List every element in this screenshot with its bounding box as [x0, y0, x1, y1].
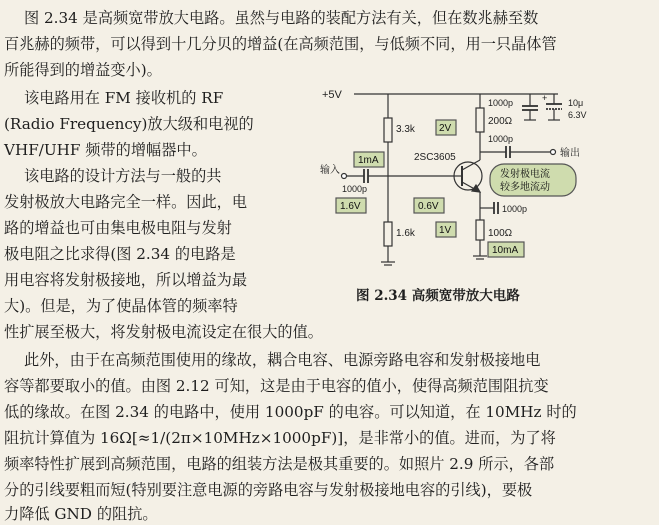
- para3-line3: 路的增益也可由集电极电阻与发射: [4, 219, 232, 237]
- output-terminal: [551, 150, 556, 155]
- c-electrolytic-voltage: 6.3V: [568, 110, 587, 120]
- v-be-label: 0.6V: [418, 201, 439, 212]
- supply-label: +5V: [322, 89, 342, 101]
- c-supply-label: 1000p: [488, 98, 514, 108]
- para2-line2: (Radio Frequency)放大级和电视的: [4, 115, 254, 133]
- resistor-emitter: [476, 220, 484, 240]
- output-label: 输出: [560, 148, 580, 159]
- i-bias-label: 1mA: [358, 155, 379, 166]
- para3-line6: 大)。但是，为了使晶体管的频率特: [4, 297, 238, 315]
- c-in-label: 1000p: [342, 184, 368, 194]
- para4-line6: 分的引线要粗而短(特别要注意电源的旁路电容与发射极接地电容的引线)，要极: [4, 481, 533, 499]
- v-base-label: 1.6V: [340, 201, 361, 212]
- para3-line7: 性扩展至极大，将发射极电流设定在很大的值。: [4, 323, 323, 341]
- para1-line2: 百兆赫的频带，可以得到十几分贝的增益(在高频范围，与低频不同，用一只晶体管: [4, 35, 557, 53]
- c-out-label: 1000p: [488, 134, 514, 144]
- para4-line7: 力降低 GND 的阻抗。: [4, 505, 158, 523]
- r-emitter-label: 100Ω: [488, 228, 513, 239]
- para4-line4: 阻抗计算值为 16Ω[≈1/(2π×10MHz×1000pF)]，是非常小的值。进而，为了将: [4, 429, 556, 447]
- resistor-bottom: [384, 222, 392, 246]
- figure-caption: 图 2.34 高频宽带放大电路: [356, 288, 520, 304]
- v-emitter-label: 1V: [439, 225, 452, 236]
- input-terminal: [342, 174, 347, 179]
- resistor-collector: [476, 108, 484, 132]
- para3-line2: 发射极放大电路完全一样。因此，电: [4, 193, 247, 211]
- r-bias-bottom-label: 1.6k: [396, 228, 415, 239]
- input-label: 输入: [320, 165, 340, 176]
- note-line1: 发射极电流: [500, 169, 550, 180]
- plus-sign: +: [542, 93, 548, 103]
- para2-line3: VHF/UHF 频带的增幅器中。: [4, 141, 207, 159]
- para1-line1: 图 2.34 是高频宽带放大电路。虽然与电路的装配方法有关，但在数兆赫至数: [24, 9, 539, 27]
- note-line2: 较多地流动: [500, 182, 550, 193]
- transistor-label: 2SC3605: [414, 152, 456, 163]
- emitter-arrow: [472, 185, 480, 192]
- para3-line5: 用电容将发射极接地，所以增益为最: [4, 271, 247, 289]
- v-collector-label: 2V: [439, 123, 452, 134]
- para4-line2: 容等都要取小的值。由图 2.12 可知，这是由于电容的值小，使得高频范围阻抗变: [4, 377, 549, 395]
- para4-line5: 频率特性扩展到高频范围，电路的组装方法是极其重要的。如照片 2.9 所示，各部: [4, 455, 555, 473]
- para2-line1: 该电路用在 FM 接收机的 RF: [24, 89, 224, 107]
- para3-line1: 该电路的设计方法与一般的共: [24, 167, 222, 185]
- i-emitter-label: 10mA: [492, 245, 519, 256]
- r-bias-top-label: 3.3k: [396, 124, 415, 135]
- resistor-top: [384, 118, 392, 142]
- amplifier-schematic: [318, 80, 654, 288]
- r-collector-label: 200Ω: [488, 116, 513, 127]
- para4-line1: 此外，由于在高频范围使用的缘故，耦合电容、电源旁路电容和发射极接地电: [24, 351, 541, 369]
- para3-line4: 极电阻之比求得(图 2.34 的电路是: [4, 245, 236, 263]
- para1-line3: 所能得到的增益变小)。: [4, 61, 162, 79]
- c-electrolytic-label: 10μ: [568, 98, 584, 108]
- para4-line3: 低的缘故。在图 2.34 的电路中，使用 1000pF 的电容。可以知道，在 10MHz 时的: [4, 403, 577, 421]
- c-emitter-label: 1000p: [502, 204, 528, 214]
